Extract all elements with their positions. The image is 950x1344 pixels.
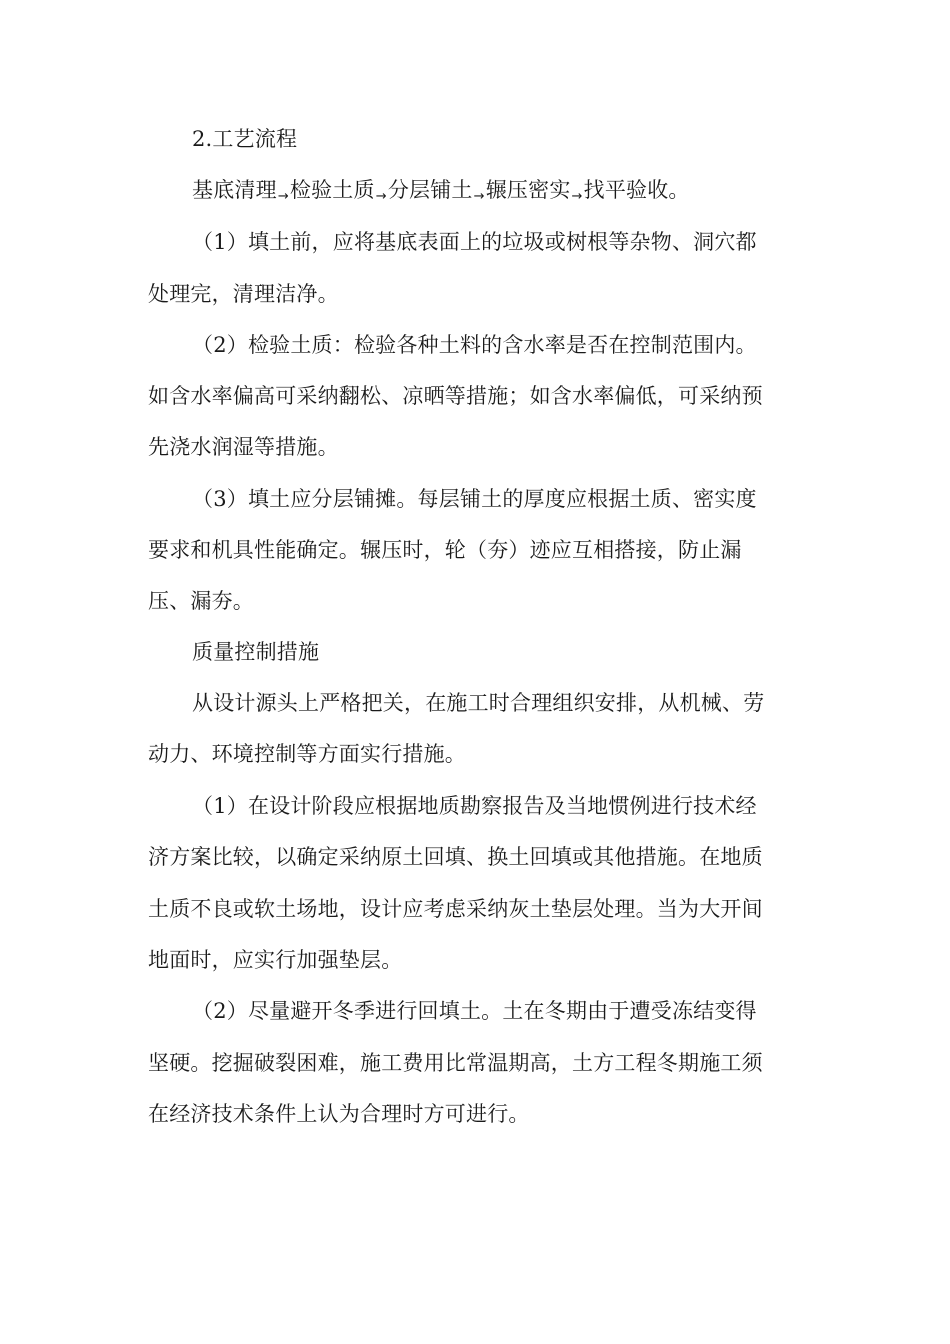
paragraph-line: 济方案比较，以确定采纳原土回填、换土回填或其他措施。在地质 xyxy=(148,845,763,869)
flow-step: 检验土质 xyxy=(289,178,375,202)
paragraph-line: 压、漏夯。 xyxy=(148,589,254,613)
paragraph-line: （1）填土前，应将基底表面上的垃圾或树根等杂物、洞穴都 xyxy=(192,230,757,254)
paragraph-line: 先浇水润湿等措施。 xyxy=(148,435,339,459)
flow-step: 基底清理 xyxy=(192,178,277,202)
paragraph-line: （2）尽量避开冬季进行回填土。土在冬期由于遭受冻结变得 xyxy=(192,999,757,1023)
paragraph-line: 要求和机具性能确定。辗压时，轮（夯）迹应互相搭接，防止漏 xyxy=(148,538,742,562)
paragraph-line: 处理完，清理洁净。 xyxy=(148,282,339,306)
flow-step: 分层铺土 xyxy=(387,178,473,202)
flow-step: 辗压密实 xyxy=(485,178,571,202)
paragraph-line: 在经济技术条件上认为合理时方可进行。 xyxy=(148,1102,530,1126)
paragraph-line: 如含水率偏高可采纳翻松、凉晒等措施；如含水率偏低，可采纳预 xyxy=(148,384,763,408)
paragraph-line: 坚硬。挖掘破裂困难，施工费用比常温期高，土方工程冬期施工须 xyxy=(148,1051,763,1075)
paragraph-line: 土质不良或软土场地，设计应考虑采纳灰土垫层处理。当为大开间 xyxy=(148,897,763,921)
heading-process: 2.工艺流程 xyxy=(192,127,298,151)
paragraph-line: （2）检验土质：检验各种土料的含水率是否在控制范围内。 xyxy=(192,333,757,357)
arrow-icon: → xyxy=(473,189,485,204)
arrow-icon: → xyxy=(571,189,583,204)
heading-quality: 质量控制措施 xyxy=(192,640,320,664)
paragraph-line: 地面时，应实行加强垫层。 xyxy=(148,948,403,972)
paragraph-line: （1）在设计阶段应根据地质勘察报告及当地惯例进行技术经 xyxy=(192,794,757,818)
process-flow xyxy=(192,177,690,207)
paragraph-line: （3）填土应分层铺摊。每层铺土的厚度应根据土质、密实度 xyxy=(192,487,757,511)
arrow-icon: → xyxy=(277,189,289,204)
paragraph-line: 从设计源头上严格把关，在施工时合理组织安排，从机械、劳 xyxy=(192,691,765,715)
paragraph-line: 动力、环境控制等方面实行措施。 xyxy=(148,742,466,766)
arrow-icon: → xyxy=(375,189,387,204)
flow-step: 找平验收。 xyxy=(583,178,690,202)
